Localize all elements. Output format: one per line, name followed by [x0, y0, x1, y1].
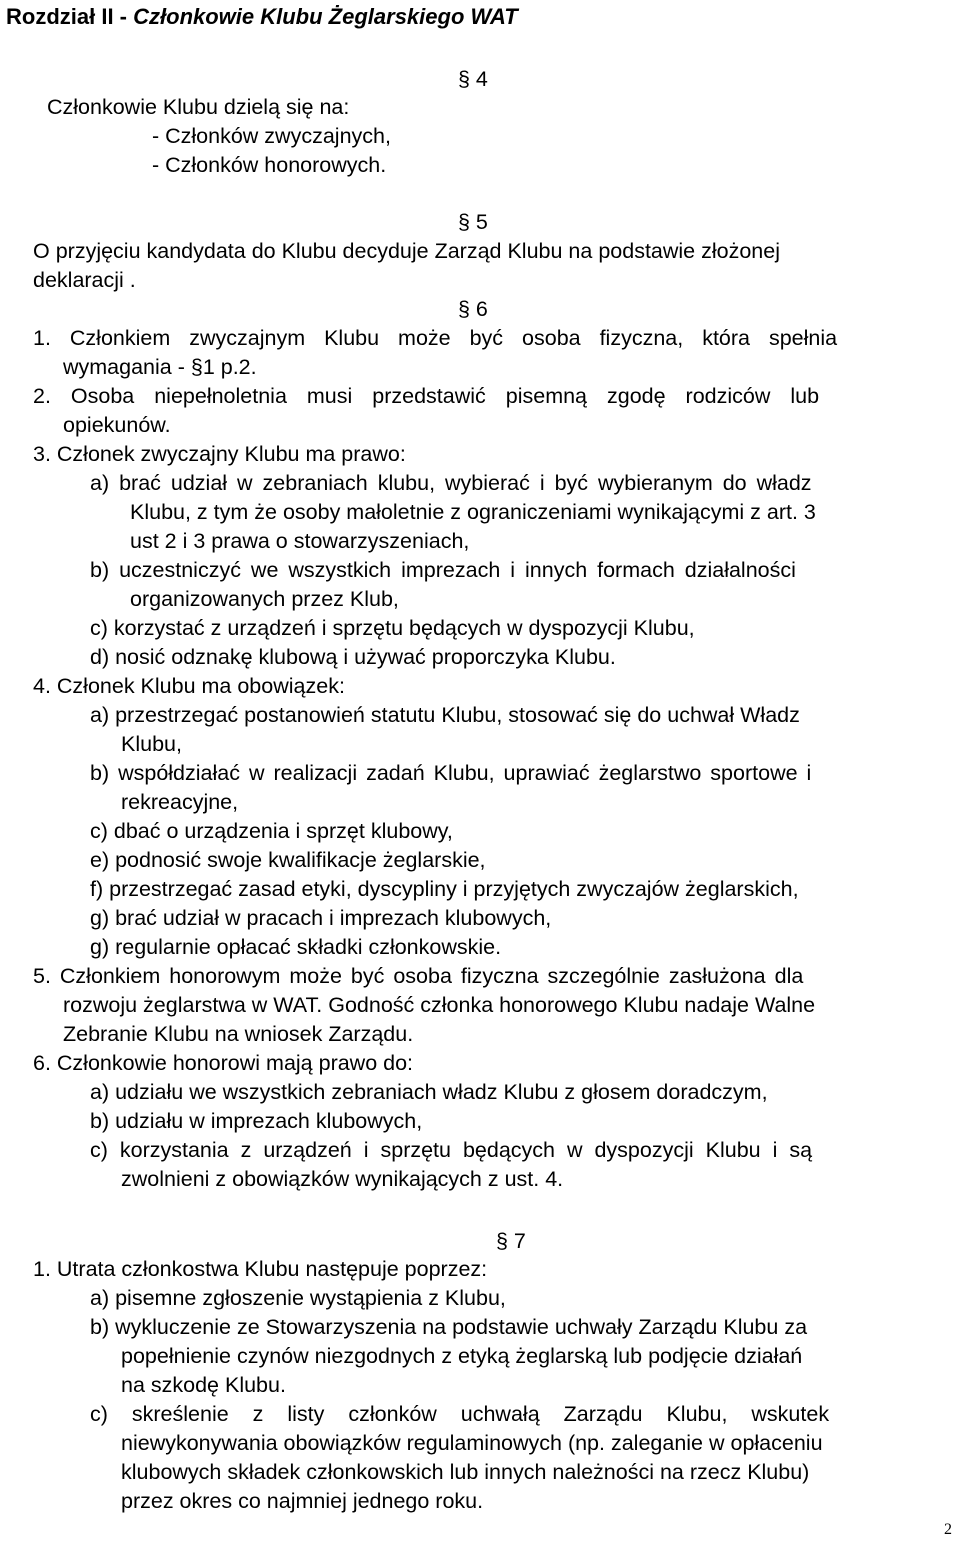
text-line: 5. Członkiem honorowym może być osoba fizyczna szczególnie zasłużona dla — [33, 964, 804, 988]
list-item: - Członków honorowych. — [152, 153, 387, 177]
list-item: a) udziału we wszystkich zebraniach władz Klubu z głosem doradczym, — [90, 1080, 768, 1104]
list-item: a) pisemne zgłoszenie wystąpienia z Klubu, — [90, 1286, 506, 1310]
text-line: Członkowie Klubu dzielą się na: — [47, 95, 350, 119]
text-line: 3. Członek zwyczajny Klubu ma prawo: — [33, 442, 406, 466]
chapter-label: Rozdział II - — [6, 4, 134, 29]
text-line: ust 2 i 3 prawa o stowarzyszeniach, — [130, 529, 470, 553]
text-line: popełnienie czynów niezgodnych z etyką żeglarską lub podjęcie działań — [121, 1344, 803, 1368]
text-line: Klubu, — [121, 732, 182, 756]
text-line: Zebranie Klubu na wniosek Zarządu. — [63, 1022, 414, 1046]
text-line: 2. Osoba niepełnoletnia musi przedstawić pisemną zgodę rodziców lub — [33, 384, 820, 408]
text-line: O przyjęciu kandydata do Klubu decyduje Zarząd Klubu na podstawie złożonej — [33, 239, 780, 263]
list-item: b) udziału w imprezach klubowych, — [90, 1109, 423, 1133]
section-heading-7: § 7 — [496, 1229, 526, 1253]
text-line: na szkodę Klubu. — [121, 1373, 286, 1397]
text-line: niewykonywania obowiązków regulaminowych (np. zaleganie w opłaceniu — [121, 1431, 823, 1455]
text-line: 1. Członkiem zwyczajnym Klubu może być osoba fizyczna, która spełnia — [33, 326, 838, 350]
list-item: f) przestrzegać zasad etyki, dyscypliny i przyjętych zwyczajów żeglarskich, — [90, 877, 799, 901]
list-item: c) dbać o urządzenia i sprzęt klubowy, — [90, 819, 453, 843]
text-line: 6. Członkowie honorowi mają prawo do: — [33, 1051, 414, 1075]
list-item: b) współdziałać w realizacji zadań Klubu, uprawiać żeglarstwo sportowe i — [90, 761, 812, 785]
list-item: a) brać udział w zebraniach klubu, wybierać i być wybieranym do władz — [90, 471, 812, 495]
text-line: zwolnieni z obowiązków wynikających z ust. 4. — [121, 1167, 564, 1191]
page-number: 2 — [944, 1521, 952, 1538]
section-heading-5: § 5 — [458, 210, 488, 234]
section-heading-6: § 6 — [458, 297, 488, 321]
list-item: e) podnosić swoje kwalifikacje żeglarskie, — [90, 848, 486, 872]
list-item: a) przestrzegać postanowień statutu Klubu, stosować się do uchwał Władz — [90, 703, 800, 727]
list-item: g) regularnie opłacać składki członkowskie. — [90, 935, 502, 959]
text-line: deklaracji . — [33, 268, 136, 292]
text-line: przez okres co najmniej jednego roku. — [121, 1489, 484, 1513]
page-title — [6, 4, 518, 30]
text-line: 1. Utrata członkostwa Klubu następuje poprzez: — [33, 1257, 488, 1281]
list-item: d) nosić odznakę klubową i używać proporczyka Klubu. — [90, 645, 616, 669]
text-line: klubowych składek członkowskich lub innych należności na rzecz Klubu) — [121, 1460, 810, 1484]
text-line: opiekunów. — [63, 413, 171, 437]
text-line: organizowanych przez Klub, — [130, 587, 399, 611]
list-item: b) uczestniczyć we wszystkich imprezach i innych formach działalności — [90, 558, 796, 582]
section-heading-4: § 4 — [458, 67, 488, 91]
list-item: c) korzystać z urządzeń i sprzętu będących w dyspozycji Klubu, — [90, 616, 695, 640]
list-item: c) skreślenie z listy członków uchwałą Zarządu Klubu, wskutek — [90, 1402, 830, 1426]
list-item: g) brać udział w pracach i imprezach klubowych, — [90, 906, 552, 930]
list-item: b) wykluczenie ze Stowarzyszenia na podstawie uchwały Zarządu Klubu za — [90, 1315, 808, 1339]
chapter-name: Członkowie Klubu Żeglarskiego WAT — [133, 4, 518, 29]
text-line: 4. Członek Klubu ma obowiązek: — [33, 674, 345, 698]
text-line: rekreacyjne, — [121, 790, 239, 814]
text-line: Klubu, z tym że osoby małoletnie z ograniczeniami wynikającymi z art. 3 — [130, 500, 816, 524]
text-line: wymagania - §1 p.2. — [63, 355, 257, 379]
list-item: c) korzystania z urządzeń i sprzętu będących w dyspozycji Klubu i są — [90, 1138, 813, 1162]
list-item: - Członków zwyczajnych, — [152, 124, 391, 148]
text-line: rozwoju żeglarstwa w WAT. Godność członka honorowego Klubu nadaje Walne — [63, 993, 816, 1017]
